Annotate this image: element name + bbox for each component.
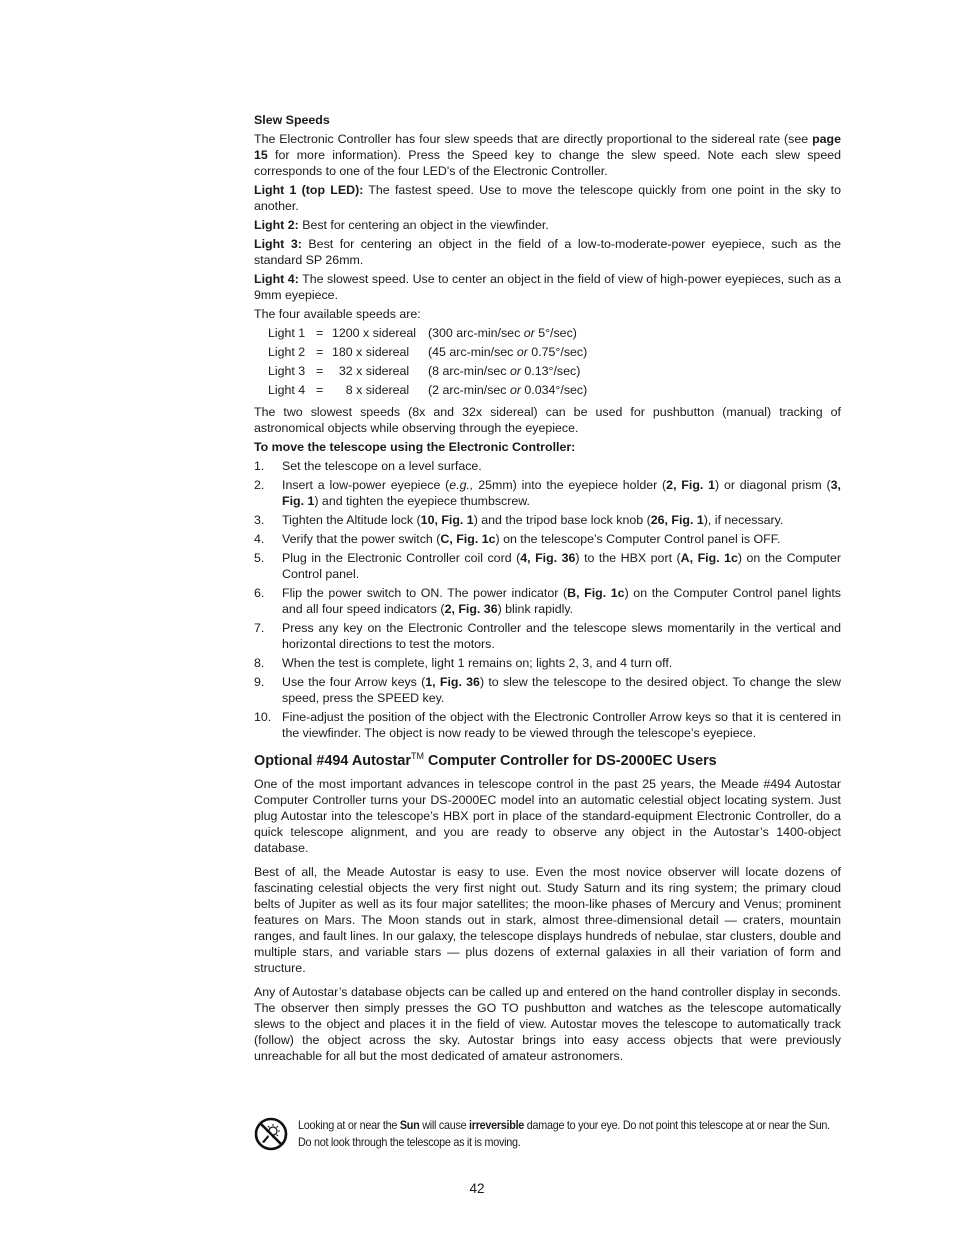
light-label: Light 4: — [254, 272, 299, 286]
step-text: ) and tighten the eyepiece thumbscrew. — [314, 494, 530, 508]
light-text: The slowest speed. Use to center an object in the field of view of high-power eyepieces, such as a 9mm eyepiece. — [254, 272, 841, 302]
speed-rate: 180 x sidereal — [332, 345, 410, 359]
step-text: 25mm) into the eyepiece holder ( — [473, 478, 667, 492]
speed-arcmin: (45 arc-min/sec — [428, 345, 517, 359]
step-text: Press any key on the Electronic Controller and the telescope slews momentarily in the vertical and horizontal directions to test the motors. — [282, 621, 841, 651]
light-label: Light 1 (top LED): — [254, 183, 364, 197]
autostar-paragraph: Best of all, the Meade Autostar is easy to use. Even the most novice observer will locate dozens of fascinating celestial objects the very first night out. Study Saturn and its ring system; the primary cloud belts of Jupiter as well as its four major satellites; the moon-like phases of Mercury and Venus; prominent features on Mars. The Moon stands out in stark, almost three-dimensional detail — craters, mountain ranges, and fault lines. In our galaxy, the telescope displays hundreds of nebulae, star clusters, double and multiple stars, and variable stars — plus dozens of external galaxies in all their variation of form and structure. — [254, 864, 841, 975]
speed-or: or — [509, 364, 521, 378]
step-number: 1. — [254, 459, 265, 473]
speed-arcmin: (2 arc-min/sec — [428, 383, 510, 397]
autostar-heading — [254, 747, 841, 770]
step-number: 7. — [254, 621, 265, 635]
speed-rate: 32 x sidereal — [332, 364, 410, 378]
speed-arcmin: (8 arc-min/sec — [428, 364, 510, 378]
autostar-paragraphs — [254, 776, 841, 1064]
step-text: ) blink rapidly. — [497, 602, 574, 616]
speed-rate: 8 x sidereal — [332, 383, 410, 397]
autostar-paragraph: Any of Autostar’s database objects can be called up and entered on the hand controller display in seconds. The observer then simply presses the GO TO pushbutton and watches as the telescope automatically slews to the object and places it in the field of view. Autostar moves the telescope to automatically track (follow) the object across the sky. Autostar brings into easy access objects that were previously unreachable for all but the most dedicated of amateur astronomers. — [254, 984, 841, 1063]
step-text: ) or diagonal prism ( — [715, 478, 831, 492]
warning-sun: Sun — [399, 1118, 420, 1132]
figure-reference: 26, Fig. 1 — [650, 513, 704, 527]
speed-degrees: 0.75°/sec) — [527, 345, 588, 359]
speed-light: Light 1 — [268, 326, 306, 340]
figure-reference: 1, Fig. 36 — [425, 675, 480, 689]
step-text: Fine-adjust the position of the object with the Electronic Controller Arrow keys so that it is centered in the viewfinder. The object is now ready to be viewed through the telescope’s eyepiece. — [282, 710, 841, 740]
figure-reference: 10, Fig. 1 — [420, 513, 474, 527]
light-text: Best for centering an object in the field of a low-to-moderate-power eyepiece, such as the standard SP 26mm. — [254, 237, 841, 267]
procedure-step — [254, 512, 841, 528]
light-label: Light 3: — [254, 237, 302, 251]
figure-reference: 2, Fig. 1 — [666, 478, 716, 492]
speeds-table — [268, 325, 587, 401]
step-number: 10. — [254, 710, 272, 724]
speed-equals: = — [316, 345, 324, 359]
speed-degrees: 0.13°/sec) — [520, 364, 581, 378]
speed-row — [268, 382, 587, 401]
speed-equals: = — [316, 326, 324, 340]
slow-speeds-note: The two slowest speeds (8x and 32x sidereal) can be used for pushbutton (manual) tracking of astronomical objects while observing through the eyepiece. — [254, 405, 841, 435]
slew-speeds-heading: Slew Speeds — [254, 113, 330, 127]
step-number: 3. — [254, 513, 265, 527]
main-column — [254, 112, 841, 1072]
speed-rate: 1200 x sidereal — [332, 326, 417, 340]
procedure-steps — [254, 458, 841, 741]
figure-reference: 2, Fig. 36 — [444, 602, 498, 616]
autostar-heading-b: Computer Controller for DS-2000EC Users — [424, 752, 717, 769]
light-text: Best for centering an object in the viewfinder. — [298, 218, 549, 232]
page-reference: page 15 — [254, 132, 841, 162]
speed-light: Light 2 — [268, 345, 306, 359]
figure-reference: 4, Fig. 36 — [520, 551, 576, 565]
step-number: 5. — [254, 551, 265, 565]
step-text: Set the telescope on a level surface. — [282, 459, 482, 473]
procedure-step — [254, 531, 841, 547]
step-text: Tighten the Altitude lock ( — [282, 513, 421, 527]
step-text: ) on the Computer Control panel. — [282, 551, 841, 581]
procedure-heading: To move the telescope using the Electronic Controller: — [254, 440, 576, 454]
step-text: Insert a low-power eyepiece ( — [282, 478, 450, 492]
procedure-step — [254, 674, 841, 706]
speed-degrees: 5°/sec) — [534, 326, 577, 340]
light-label: Light 2: — [254, 218, 299, 232]
step-number: 2. — [254, 478, 265, 492]
no-sun-icon — [254, 1117, 288, 1151]
step-text: Plug in the Electronic Controller coil cord ( — [282, 551, 521, 565]
speed-row — [268, 344, 587, 363]
trademark-mark: TM — [411, 751, 424, 761]
light-description — [254, 217, 841, 233]
intro-text: The Electronic Controller has four slew speeds that are directly proportional to the sidereal rate (see — [254, 132, 813, 146]
step-text: Use the four Arrow keys ( — [282, 675, 426, 689]
figure-reference: C, Fig. 1c — [440, 532, 496, 546]
figure-reference: B, Fig. 1c — [567, 586, 625, 600]
speed-degrees: 0.034°/sec) — [520, 383, 588, 397]
autostar-heading-a: Optional #494 Autostar — [254, 752, 411, 769]
speed-or: or — [523, 326, 535, 340]
speed-or: or — [516, 345, 528, 359]
figure-reference: A, Fig. 1c — [680, 551, 738, 565]
speed-or: or — [509, 383, 521, 397]
autostar-paragraph: One of the most important advances in telescope control in the past 25 years, the Meade #494 Autostar Computer Controller turns your DS-2000EC model into an automatic celestial object locating system. Just plug Autostar into the telescope’s HBX port in place of the standard-equipment Electronic Controller, do a quick telescope alignment, and you are ready to observe any object in the Autostar’s 1400-object database. — [254, 776, 841, 855]
light-descriptions — [254, 182, 841, 303]
speed-equals: = — [316, 383, 324, 397]
step-number: 6. — [254, 586, 265, 600]
step-number: 4. — [254, 532, 265, 546]
speed-equals: = — [316, 364, 324, 378]
step-text: When the test is complete, light 1 remains on; lights 2, 3, and 4 turn off. — [282, 656, 673, 670]
page-number: 42 — [469, 1181, 485, 1196]
step-text: ), if necessary. — [703, 513, 784, 527]
warning-box — [254, 1117, 844, 1157]
speed-row — [268, 363, 587, 382]
procedure-step — [254, 709, 841, 741]
speed-row — [268, 325, 587, 344]
step-text: Verify that the power switch ( — [282, 532, 441, 546]
procedure-step — [254, 655, 841, 671]
figure-reference: 3, Fig. 1 — [282, 478, 841, 508]
procedure-step — [254, 620, 841, 652]
procedure-step — [254, 550, 841, 582]
light-text: The fastest speed. Use to move the telescope quickly from one point in the sky to another. — [254, 183, 841, 213]
step-number: 9. — [254, 675, 265, 689]
procedure-step — [254, 458, 841, 474]
step-text: ) to slew the telescope to the desired object. To change the slew speed, press the SPEED key. — [282, 675, 841, 705]
speed-arcmin: (300 arc-min/sec — [428, 326, 524, 340]
light-description — [254, 271, 841, 303]
procedure-step — [254, 477, 841, 509]
step-text: ) and the tripod base lock knob ( — [473, 513, 651, 527]
step-text: ) on the telescope’s Computer Control panel is OFF. — [495, 532, 781, 546]
step-number: 8. — [254, 656, 265, 670]
step-text: ) to the HBX port ( — [575, 551, 681, 565]
warning-irreversible: irreversible — [469, 1118, 525, 1132]
light-description — [254, 182, 841, 214]
step-text: e.g., — [449, 478, 474, 492]
warning-text: Looking at or near the Sun will cause irreversible damage to your eye. Do not point this telescope at or near the Sun. Do not look through the telescope as it is moving. — [298, 1118, 830, 1149]
intro-text-cont: for more information). Press the Speed key to change the slew speed. Note each slew speed corresponds to one of the four LED's of the Electronic Controller. — [254, 148, 841, 178]
step-text: Flip the power switch to ON. The power indicator ( — [282, 586, 568, 600]
speeds-intro: The four available speeds are: — [254, 307, 421, 321]
procedure-step — [254, 585, 841, 617]
slew-speeds-intro — [254, 131, 841, 179]
light-description — [254, 236, 841, 268]
speed-light: Light 4 — [268, 383, 306, 397]
speed-light: Light 3 — [268, 364, 306, 378]
step-text: ) on the Computer Control panel lights and all four speed indicators ( — [282, 586, 841, 616]
